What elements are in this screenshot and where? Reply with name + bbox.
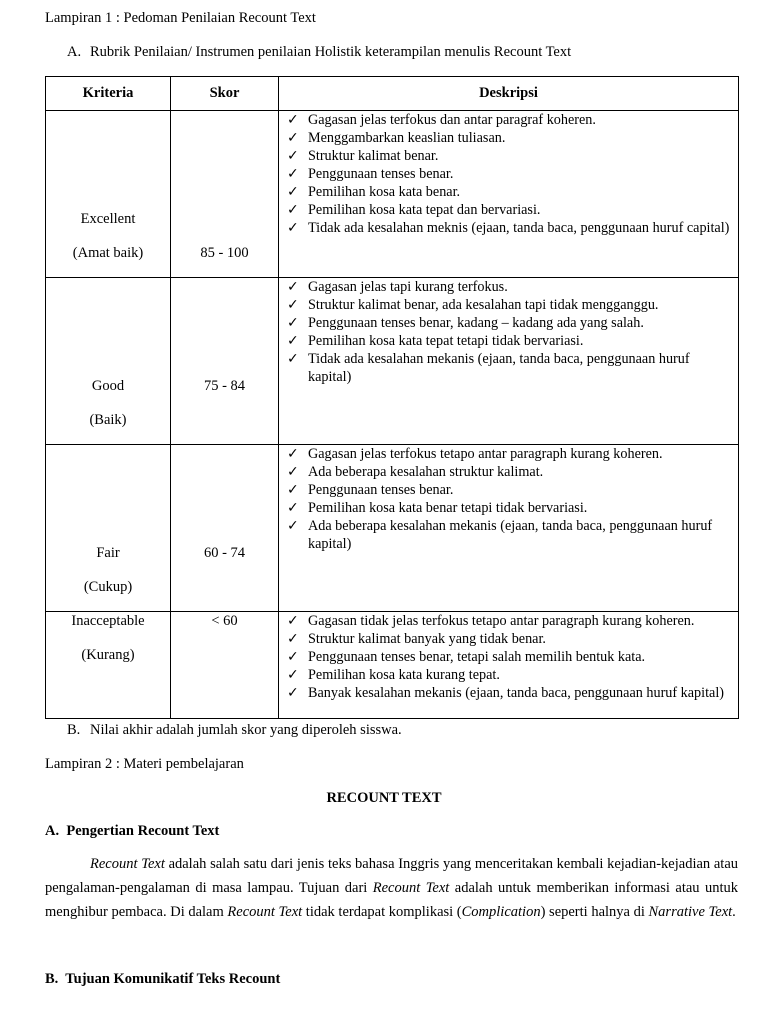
check-icon: ✓	[287, 613, 299, 629]
check-icon: ✓	[287, 279, 299, 295]
deskripsi-cell	[279, 445, 739, 612]
skor-value: < 60	[211, 613, 238, 629]
list-item: ✓ Pemilihan kosa kata kurang tepat.	[287, 667, 500, 683]
skor-cell	[171, 612, 279, 719]
list-item: ✓ Pemilihan kosa kata tepat dan bervariasi.	[287, 202, 541, 218]
paragraph-pengertian: Recount Text adalah salah satu dari jenis teks bahasa Inggris yang menceritakan kembali kejadian-kejadian atau pengalaman-pengalaman di masa lampau. Tujuan dari Recount Text adalah untuk memberikan informasi atau untuk menghibur pembaca. Di dalam Recount Text tidak terdapat komplikasi (Complication) seperti halnya di Narrative Text.	[45, 856, 739, 920]
heading-pengertian: A. Pengertian Recount Text	[45, 823, 220, 839]
deskripsi-cell	[279, 111, 739, 278]
skor-value: 60 - 74	[203, 545, 246, 561]
skor-value: 85 - 100	[200, 245, 249, 261]
list-item: ✓ Menggambarkan keaslian tuliasan.	[287, 130, 506, 146]
list-item: ✓ Ada beberapa kesalahan struktur kalimat.	[287, 464, 544, 480]
kriteria-label: Inacceptable	[71, 613, 145, 629]
check-icon: ✓	[287, 112, 299, 128]
kriteria-sub-label: (Cukup)	[83, 579, 133, 595]
list-item: ✓ Tidak ada kesalahan meknis (ejaan, tanda baca, penggunaan huruf capital)	[287, 220, 730, 236]
check-icon: ✓	[287, 148, 299, 164]
column-header-deskripsi: Deskripsi	[279, 77, 739, 111]
list-item: ✓ Struktur kalimat benar, ada kesalahan tapi tidak mengganggu.	[287, 297, 659, 313]
rubric-table	[45, 76, 739, 719]
table-header-row	[46, 77, 739, 111]
deskripsi-cell	[279, 612, 739, 719]
list-item: ✓ Penggunaan tenses benar, kadang – kadang ada yang salah.	[287, 315, 644, 331]
check-icon: ✓	[287, 482, 299, 498]
check-icon: ✓	[287, 297, 299, 313]
kriteria-label: Fair	[96, 545, 120, 561]
list-item: ✓ Penggunaan tenses benar.	[287, 482, 454, 498]
list-item: ✓ Banyak kesalahan mekanis (ejaan, tanda baca, penggunaan huruf kapital)	[287, 685, 724, 701]
list-item: ✓ Pemilihan kosa kata benar tetapi tidak bervariasi.	[287, 500, 588, 516]
list-item: ✓ Struktur kalimat benar.	[287, 148, 439, 164]
check-icon: ✓	[287, 631, 299, 647]
skor-value: 75 - 84	[203, 378, 246, 394]
check-icon: ✓	[287, 446, 299, 462]
list-item: ✓ Tidak ada kesalahan mekanis (ejaan, tanda baca, penggunaan huruf kapital)	[287, 351, 690, 385]
list-item: ✓ Gagasan jelas terfokus tetapo antar paragraph kurang koheren.	[287, 446, 663, 462]
section-b-marker: B.	[67, 722, 81, 738]
list-item: ✓ Struktur kalimat banyak yang tidak benar.	[287, 631, 546, 647]
kriteria-label: Excellent	[80, 211, 136, 227]
table-row-good	[46, 278, 739, 445]
list-item: ✓ Gagasan jelas tapi kurang terfokus.	[287, 279, 508, 295]
check-icon: ✓	[287, 166, 299, 182]
list-item: ✓ Ada beberapa kesalahan mekanis (ejaan, tanda baca, penggunaan huruf kapital)	[287, 518, 713, 552]
list-item: ✓ Gagasan tidak jelas terfokus tetapo antar paragraph kurang koheren.	[287, 613, 695, 629]
heading-tujuan: B. Tujuan Komunikatif Teks Recount	[45, 971, 281, 987]
check-icon: ✓	[287, 315, 299, 331]
column-header-skor: Skor	[171, 77, 279, 111]
section-a-marker: A.	[67, 44, 82, 60]
check-icon: ✓	[287, 184, 299, 200]
kriteria-sub-label: (Kurang)	[81, 647, 135, 663]
deskripsi-cell	[279, 278, 739, 445]
lampiran-1-title: Lampiran 1 : Pedoman Penilaian Recount Text	[45, 10, 316, 26]
section-b-text: Nilai akhir adalah jumlah skor yang diperoleh sisswa.	[90, 722, 402, 738]
list-item: ✓ Pemilihan kosa kata benar.	[287, 184, 461, 200]
list-item: ✓ Penggunaan tenses benar.	[287, 166, 454, 182]
check-icon: ✓	[287, 518, 299, 534]
table-row-excellent	[46, 111, 739, 278]
check-icon: ✓	[287, 220, 299, 236]
check-icon: ✓	[287, 333, 299, 349]
column-header-kriteria: Kriteria	[46, 77, 171, 111]
check-icon: ✓	[287, 649, 299, 665]
deskripsi-list	[279, 445, 738, 553]
check-icon: ✓	[287, 500, 299, 516]
list-item: ✓ Penggunaan tenses benar, tetapi salah memilih bentuk kata.	[287, 649, 646, 665]
list-item: ✓ Gagasan jelas terfokus dan antar paragraf koheren.	[287, 112, 596, 128]
section-a-text: Rubrik Penilaian/ Instrumen penilaian Holistik keterampilan menulis Recount Text	[90, 44, 572, 60]
kriteria-cell	[46, 445, 171, 612]
kriteria-label: Good	[91, 378, 125, 394]
table-row-fair	[46, 445, 739, 612]
list-item: ✓ Pemilihan kosa kata tepat tetapi tidak bervariasi.	[287, 333, 584, 349]
check-icon: ✓	[287, 667, 299, 683]
kriteria-cell	[46, 111, 171, 278]
skor-cell	[171, 445, 279, 612]
deskripsi-list	[279, 612, 738, 702]
lampiran-2-title: Lampiran 2 : Materi pembelajaran	[45, 756, 244, 772]
check-icon: ✓	[287, 464, 299, 480]
materi-title: RECOUNT TEXT	[326, 790, 442, 806]
deskripsi-list	[279, 111, 738, 237]
check-icon: ✓	[287, 351, 299, 367]
kriteria-sub-label: (Amat baik)	[72, 245, 144, 261]
check-icon: ✓	[287, 685, 299, 701]
check-icon: ✓	[287, 130, 299, 146]
check-icon: ✓	[287, 202, 299, 218]
skor-cell	[171, 111, 279, 278]
skor-cell	[171, 278, 279, 445]
kriteria-cell	[46, 612, 171, 719]
table-row-inacceptable	[46, 612, 739, 719]
kriteria-sub-label: (Baik)	[89, 412, 127, 428]
deskripsi-list	[279, 278, 738, 386]
kriteria-cell	[46, 278, 171, 445]
